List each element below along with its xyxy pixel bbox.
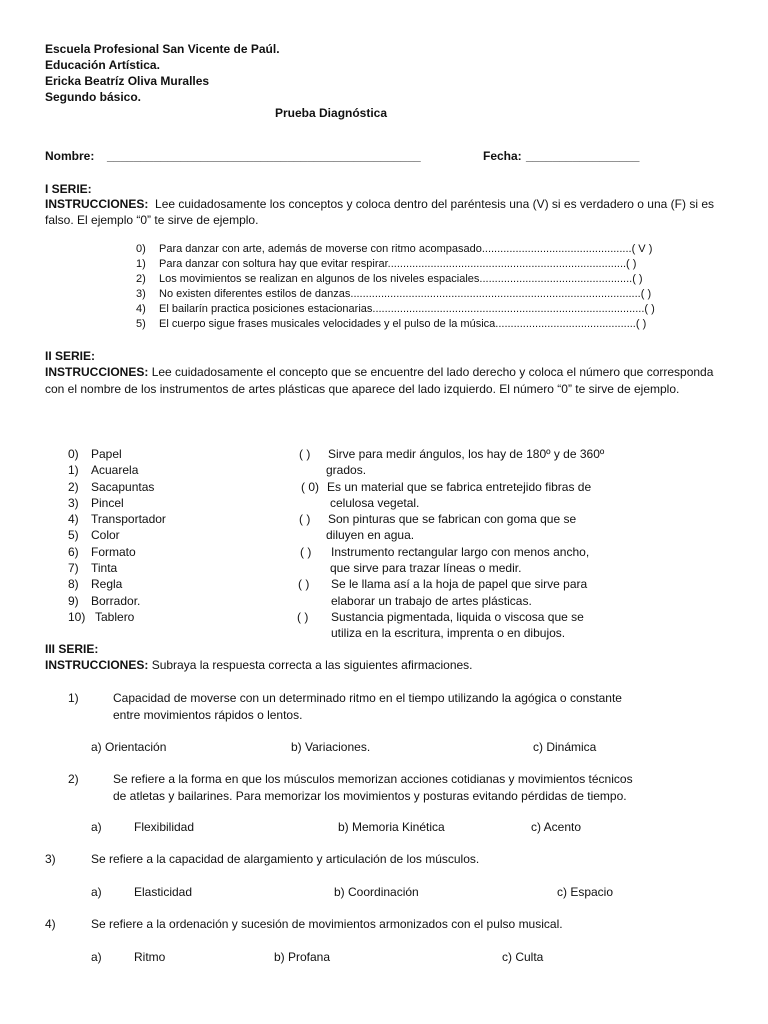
school-name: Escuela Profesional San Vicente de Paúl. xyxy=(45,42,280,56)
match-definition: Es un material que se fabrica entretejido fibras de xyxy=(327,480,592,494)
tf-item-text[interactable]: Para danzar con soltura hay que evitar respirar..............................................................................( ) xyxy=(159,258,637,270)
match-item-num: 10) xyxy=(68,610,86,624)
match-answer-paren: ( 0) xyxy=(301,480,319,494)
match-item-num: 4) xyxy=(68,512,79,526)
option-a-letter: a) xyxy=(91,820,102,834)
match-item-text: Formato xyxy=(91,545,136,559)
match-item-num: 2) xyxy=(68,480,79,494)
tf-item-num: 3) xyxy=(136,288,146,300)
match-item-num: 5) xyxy=(68,528,79,542)
question-text: Se refiere a la forma en que los músculos memorizan acciones cotidianas y movimientos técnicos xyxy=(113,772,633,786)
match-item-num: 9) xyxy=(68,594,79,608)
serie1-heading: I SERIE: xyxy=(45,182,92,196)
match-answer-paren[interactable]: ( ) xyxy=(298,577,310,591)
match-item-text: Regla xyxy=(91,577,123,591)
match-item-num: 8) xyxy=(68,577,79,591)
match-item-text: Sacapuntas xyxy=(91,480,155,494)
instructions-text: Subraya la respuesta correcta a las siguientes afirmaciones. xyxy=(151,658,473,672)
serie2-instructions xyxy=(45,364,725,398)
serie3-heading: III SERIE: xyxy=(45,642,99,656)
match-item-text: Borrador. xyxy=(91,594,141,608)
instructions-label: INSTRUCCIONES: xyxy=(45,658,149,672)
match-item-text: Acuarela xyxy=(91,463,139,477)
option-a[interactable]: Elasticidad xyxy=(134,885,193,899)
question-text-cont: de atletas y bailarines. Para memorizar los movimientos y posturas evitando pérdidas de tiempo. xyxy=(113,789,627,803)
match-item-num: 0) xyxy=(68,447,79,461)
tf-item-text[interactable]: Los movimientos se realizan en algunos de los niveles espaciales..................................................( ) xyxy=(159,273,643,285)
match-item-num: 3) xyxy=(68,496,79,510)
instructions-label: INSTRUCCIONES: xyxy=(45,197,149,211)
match-item-text: Tinta xyxy=(91,561,118,575)
serie2-heading: II SERIE: xyxy=(45,349,96,363)
match-item-text: Papel xyxy=(91,447,122,461)
match-answer-paren[interactable]: ( ) xyxy=(299,447,311,461)
tf-item-text[interactable]: El cuerpo sigue frases musicales velocidades y el pulso de la música..............................................( ) xyxy=(159,318,647,330)
tf-item-num: 4) xyxy=(136,303,146,315)
question-num: 1) xyxy=(68,691,79,705)
option-a[interactable]: a) Orientación xyxy=(91,740,167,754)
question-num: 2) xyxy=(68,772,79,786)
match-definition: Son pinturas que se fabrican con goma que se xyxy=(328,512,577,526)
subject-name: Educación Artística. xyxy=(45,58,160,72)
match-definition-cont: grados. xyxy=(326,463,367,477)
question-num: 3) xyxy=(45,852,56,866)
option-b[interactable]: b) Memoria Kinética xyxy=(338,820,445,834)
exam-title: Prueba Diagnóstica xyxy=(275,106,388,120)
question-text: Se refiere a la ordenación y sucesión de movimientos armonizados con el pulso musical. xyxy=(91,917,563,931)
match-item-text: Pincel xyxy=(91,496,124,510)
match-definition: Instrumento rectangular largo con menos ancho, xyxy=(331,545,590,559)
instructions-text: Lee cuidadosamente los conceptos y coloca dentro del paréntesis una (V) si es verdadero o una (F) si es falso. El ejemplo “0” te sirve de ejemplo. xyxy=(45,197,714,227)
question-num: 4) xyxy=(45,917,56,931)
option-a-letter: a) xyxy=(91,885,102,899)
match-item-num: 6) xyxy=(68,545,79,559)
option-c[interactable]: c) Espacio xyxy=(557,885,614,899)
option-a[interactable]: Flexibilidad xyxy=(134,820,195,834)
match-item-text: Tablero xyxy=(95,610,135,624)
tf-item-num: 0) xyxy=(136,243,146,255)
tf-item-text[interactable]: No existen diferentes estilos de danzas...............................................................................................( ) xyxy=(159,288,652,300)
tf-item-num: 2) xyxy=(136,273,146,285)
match-definition-cont: celulosa vegetal. xyxy=(330,496,420,510)
instructions-text: Lee cuidadosamente el concepto que se encuentre del lado derecho y coloca el número que corresponda con el nombre de los instrumentos de artes plásticas que aparece del lado izquierdo. El número “0” te sirve de ejemplo. xyxy=(45,365,714,396)
option-c[interactable]: c) Acento xyxy=(531,820,582,834)
option-b[interactable]: b) Coordinación xyxy=(334,885,419,899)
tf-item-text: Para danzar con arte, además de moverse con ritmo acompasado.................................................( V ) xyxy=(159,243,653,255)
serie3-instructions xyxy=(45,657,473,673)
option-c[interactable]: c) Culta xyxy=(502,950,544,964)
option-a-letter: a) xyxy=(91,950,102,964)
date-field[interactable]: _________________ xyxy=(526,149,640,163)
grade-level: Segundo básico. xyxy=(45,90,142,104)
teacher-name: Ericka Beatríz Oliva Muralles xyxy=(45,74,210,88)
tf-item-num: 5) xyxy=(136,318,146,330)
match-definition: Sustancia pigmentada, liquida o viscosa que se xyxy=(331,610,584,624)
option-c[interactable]: c) Dinámica xyxy=(533,740,597,754)
match-answer-paren[interactable]: ( ) xyxy=(299,512,311,526)
match-item-num: 1) xyxy=(68,463,79,477)
option-a[interactable]: Ritmo xyxy=(134,950,166,964)
match-answer-paren[interactable]: ( ) xyxy=(300,545,312,559)
option-b[interactable]: b) Variaciones. xyxy=(291,740,371,754)
tf-item-text[interactable]: El bailarín practica posiciones estacionarias.........................................................................................( ) xyxy=(159,303,655,315)
match-item-num: 7) xyxy=(68,561,79,575)
date-label: Fecha: xyxy=(483,149,522,163)
name-label: Nombre: xyxy=(45,149,95,163)
match-definition-cont: diluyen en agua. xyxy=(326,528,415,542)
instructions-label: INSTRUCCIONES: xyxy=(45,365,149,379)
name-field[interactable]: _______________________________________________ xyxy=(107,149,421,163)
question-text-cont: entre movimientos rápidos o lentos. xyxy=(113,708,303,722)
match-item-text: Color xyxy=(91,528,120,542)
match-definition: Se le llama así a la hoja de papel que sirve para xyxy=(331,577,588,591)
match-answer-paren[interactable]: ( ) xyxy=(297,610,309,624)
match-definition-cont: utiliza en la escritura, imprenta o en dibujos. xyxy=(331,626,566,640)
question-text: Se refiere a la capacidad de alargamiento y articulación de los músculos. xyxy=(91,852,480,866)
option-b[interactable]: b) Profana xyxy=(274,950,331,964)
match-item-text: Transportador xyxy=(91,512,166,526)
question-text: Capacidad de moverse con un determinado ritmo en el tiempo utilizando la agógica o constante xyxy=(113,691,622,705)
match-definition-cont: elaborar un trabajo de artes plásticas. xyxy=(331,594,532,608)
serie1-instructions xyxy=(45,196,725,228)
match-definition: Sirve para medir ángulos, los hay de 180º y de 360º xyxy=(328,447,605,461)
tf-item-num: 1) xyxy=(136,258,146,270)
match-definition-cont: que sirve para trazar líneas o medir. xyxy=(330,561,522,575)
